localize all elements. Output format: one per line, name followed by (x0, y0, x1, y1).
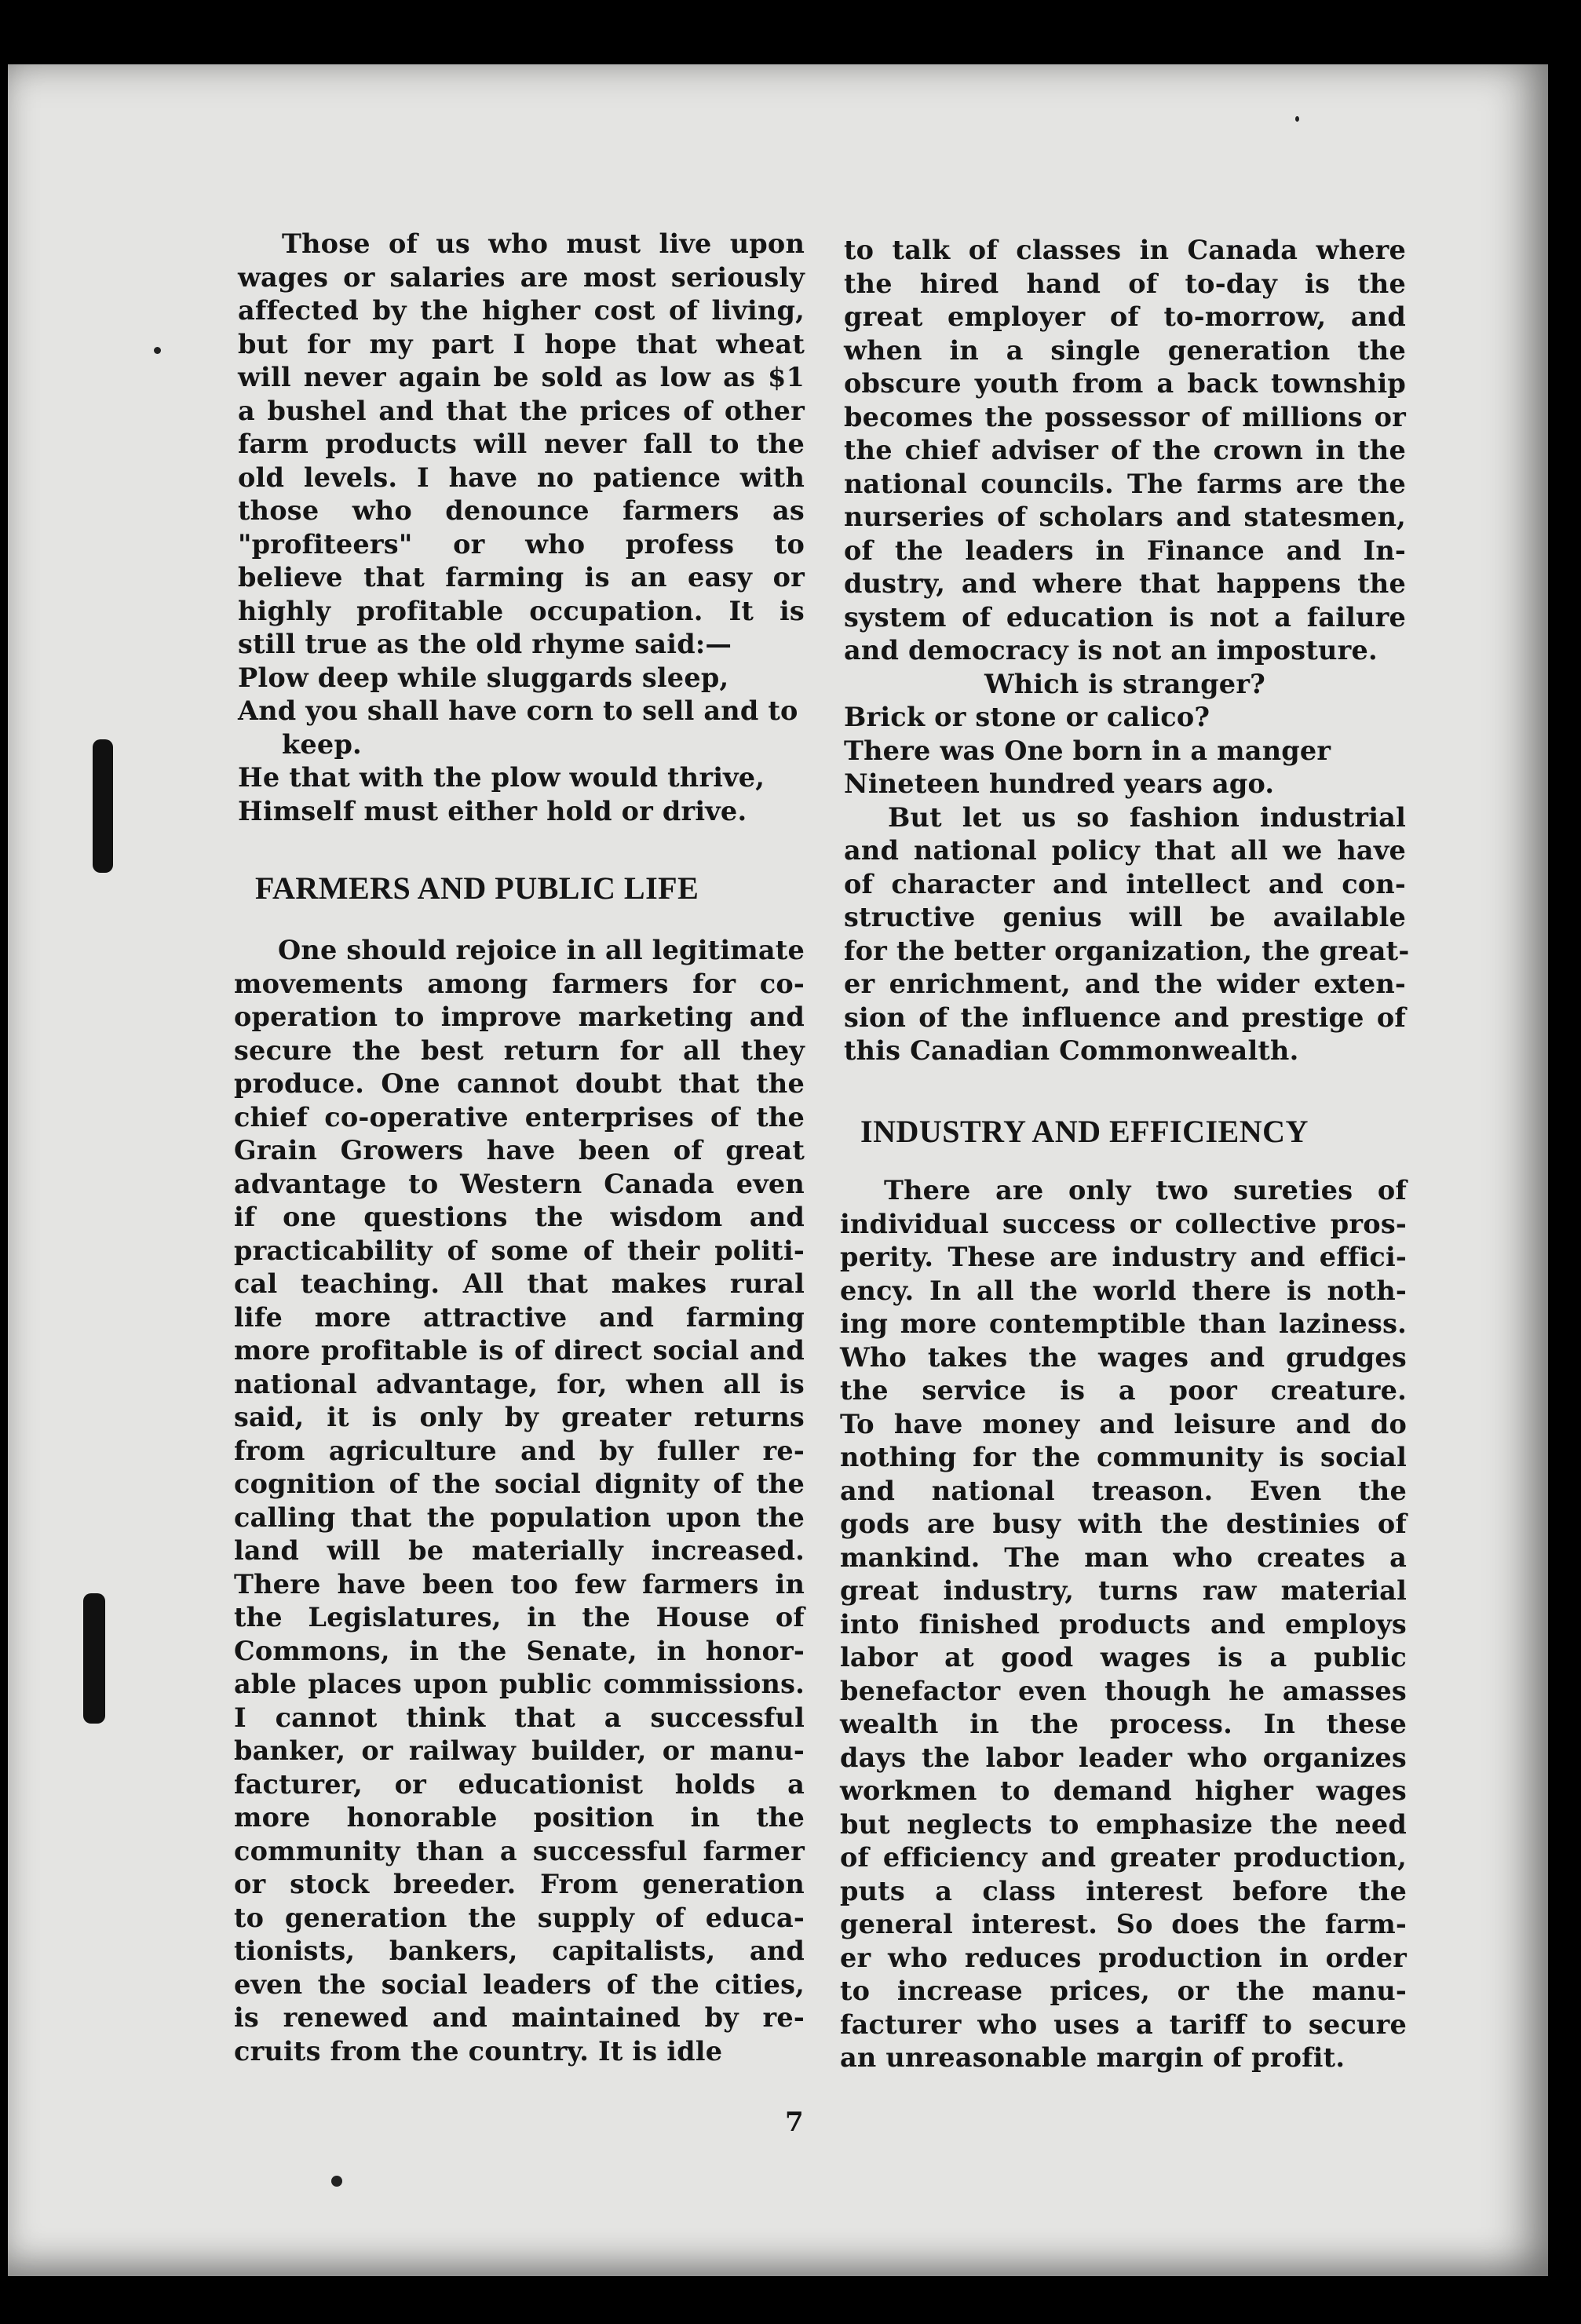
text-line: facturer who uses a tariff to secure (840, 2008, 1407, 2040)
text-line: ency. In all the world there is noth- (840, 1275, 1407, 1306)
text-line: still true as the old rhyme said:— (238, 629, 732, 659)
heading-industry-and-efficiency: INDUSTRY AND EFFICIENCY (860, 1114, 1309, 1149)
text-line: puts a class interest before the (840, 1875, 1407, 1906)
text-line: land will be materially increased. (234, 1535, 805, 1566)
right-column-text-lower (840, 1174, 1407, 2075)
text-line: when in a single generation the (844, 334, 1406, 366)
text-line: er who reduces production in order (840, 1942, 1407, 1973)
text-line: Who takes the wages and grudges (840, 1341, 1407, 1373)
text-line: advantage to Western Canada even (234, 1168, 805, 1199)
text-line: Those of us who must live upon (282, 228, 805, 259)
right-verse (844, 668, 1406, 801)
text-line: tionists, bankers, capitalists, and (234, 1935, 805, 1966)
text-line: secure the best return for all they (234, 1034, 805, 1066)
speck (154, 347, 161, 354)
right-paragraph-industrial-policy (844, 801, 1410, 1068)
text-line: great industry, turns raw material (840, 1575, 1407, 1606)
text-line: labor at good wages is a public (840, 1642, 1407, 1673)
text-line: an unreasonable margin of profit. (840, 2042, 1345, 2073)
text-line: of efficiency and greater production, (840, 1842, 1407, 1873)
text-line: er enrichment, and the wider exten- (844, 969, 1406, 999)
right-paragraph-industry-efficiency (840, 1174, 1407, 2075)
text-line: highly profitable occupation. It is (238, 595, 805, 626)
left-paragraph-cost-of-living (238, 228, 805, 662)
text-line: obscure youth from a back township (844, 368, 1406, 399)
text-line: days the labor leader who organizes (840, 1742, 1407, 1773)
text-line: banker, or railway builder, or manu- (234, 1735, 805, 1766)
right-paragraph-classes (844, 234, 1406, 668)
left-column-text (238, 228, 805, 828)
left-paragraph-farmers-public-life (234, 934, 805, 2068)
text-line: system of education is not a failure (844, 601, 1406, 633)
text-line: cal teaching. All that makes rural (234, 1268, 805, 1299)
text-line: Himself must either hold or drive. (238, 795, 747, 826)
text-line: But let us so fashion industrial (888, 801, 1406, 833)
text-line: gods are busy with the destinies of (840, 1509, 1407, 1539)
text-line: into finished products and employs (840, 1608, 1407, 1640)
text-line: more honorable position in the (234, 1802, 805, 1833)
text-line: Grain Growers have been of great (234, 1135, 805, 1166)
text-line: of character and intellect and con- (844, 868, 1406, 899)
text-line: Brick or stone or calico? (844, 702, 1210, 732)
text-line: operation to improve marketing and (234, 1001, 805, 1032)
text-line: the Legislatures, in the House of (234, 1602, 805, 1633)
text-line: affected by the higher cost of living, (238, 295, 805, 326)
text-line: There have been too few farmers in (234, 1568, 805, 1600)
text-line: cognition of the social dignity of the (234, 1468, 805, 1499)
text-line: movements among farmers for co- (234, 968, 805, 999)
text-line: the service is a poor creature. (840, 1375, 1407, 1406)
text-line: And you shall have corn to sell and to (238, 695, 798, 726)
text-line: benefactor even though he amasses (840, 1675, 1407, 1706)
text-line: and national policy that all we have (844, 835, 1406, 866)
text-line: will never again be sold as low as $1 (238, 362, 805, 392)
text-line: There was One born in a manger (844, 735, 1331, 766)
text-line: a bushel and that the prices of other (238, 395, 805, 426)
page-number: 7 (785, 2107, 804, 2138)
text-line: for the better organization, the great- (844, 935, 1410, 966)
text-line: I cannot think that a successful (234, 1702, 805, 1733)
text-line: wages or salaries are most seriously (238, 261, 805, 293)
text-line: Nineteen hundred years ago. (844, 768, 1275, 799)
text-line: to increase prices, or the manu- (840, 1976, 1407, 2006)
text-line: One should rejoice in all legitimate (278, 935, 805, 965)
text-line: national councils. The farms are the (844, 468, 1406, 499)
right-column-text (844, 234, 1410, 1068)
text-line: life more attractive and farming (234, 1301, 805, 1333)
binding-mark-bottom (83, 1593, 105, 1724)
text-line: facturer, or educationist holds a (234, 1768, 805, 1800)
text-line: ing more contemptible than laziness. (840, 1308, 1407, 1339)
text-line: to talk of classes in Canada where (844, 235, 1406, 265)
text-line: said, it is only by greater returns (234, 1402, 805, 1432)
text-line: produce. One cannot doubt that the (234, 1068, 805, 1099)
text-line: nothing for the community is social (840, 1442, 1407, 1472)
text-line: chief co-operative enterprises of the (234, 1101, 805, 1133)
text-line: community than a successful farmer (234, 1835, 805, 1866)
binding-mark-top (93, 739, 113, 873)
text-line: the hired hand of to-day is the (844, 268, 1406, 299)
text-line: more profitable is of direct social and (234, 1335, 805, 1366)
text-line: even the social leaders of the cities, (234, 1968, 805, 2000)
speck (1295, 116, 1299, 122)
text-line: and democracy is not an imposture. (844, 635, 1378, 666)
text-line: wealth in the process. In these (840, 1709, 1407, 1739)
text-line: if one questions the wisdom and (234, 1202, 805, 1232)
text-line: keep. (282, 728, 362, 760)
text-line: the chief adviser of the crown in the (844, 435, 1406, 465)
text-line: dustry, and where that happens the (844, 568, 1406, 599)
text-line: Plow deep while sluggards sleep, (238, 662, 729, 693)
text-line: becomes the possessor of millions or (844, 401, 1406, 432)
text-line: Commons, in the Senate, in honor- (234, 1635, 805, 1666)
text-line: this Canadian Commonwealth. (844, 1035, 1299, 1066)
text-line: great employer of to-morrow, and (844, 301, 1406, 332)
text-line: is renewed and maintained by re- (234, 2002, 805, 2033)
heading-farmers-and-public-life: FARMERS AND PUBLIC LIFE (255, 870, 699, 906)
text-line: mankind. The man who creates a (840, 1541, 1407, 1573)
text-line: from agriculture and by fuller re- (234, 1435, 805, 1466)
text-line: calling that the population upon the (234, 1501, 805, 1533)
text-line: farm products will never fall to the (238, 429, 805, 459)
text-line: He that with the plow would thrive, (238, 762, 765, 793)
text-line: "profiteers" or who profess to (238, 528, 805, 560)
text-line: and national treason. Even the (840, 1475, 1407, 1506)
text-line: old levels. I have no patience with (238, 462, 805, 493)
text-line: those who denounce farmers as (238, 495, 805, 526)
text-line: of the leaders in Finance and In- (844, 534, 1406, 566)
text-line: sion of the influence and prestige of (844, 1001, 1406, 1033)
text-line: Which is stranger? (984, 668, 1266, 699)
text-line: believe that farming is an easy or (238, 562, 805, 593)
text-line: able places upon public commissions. (234, 1669, 805, 1699)
text-line: nurseries of scholars and statesmen, (844, 502, 1406, 532)
text-line: individual success or collective pros- (840, 1208, 1407, 1239)
text-line: or stock breeder. From generation (234, 1869, 805, 1899)
text-line: There are only two sureties of (884, 1175, 1407, 1206)
text-line: but neglects to emphasize the need (840, 1808, 1407, 1840)
text-line: perity. These are industry and effici- (840, 1242, 1407, 1272)
text-line: structive genius will be available (844, 902, 1406, 932)
speck (331, 2176, 342, 2187)
text-line: practicability of some of their politi- (234, 1235, 805, 1266)
left-verse (238, 662, 805, 829)
text-line: workmen to demand higher wages (840, 1775, 1407, 1806)
left-column-text-lower (234, 934, 805, 2068)
text-line: general interest. So does the farm- (840, 1909, 1407, 1939)
text-line: but for my part I hope that wheat (238, 328, 805, 359)
text-line: To have money and leisure and do (840, 1408, 1407, 1439)
text-line: cruits from the country. It is idle (234, 2035, 723, 2067)
text-line: to generation the supply of educa- (234, 1902, 805, 1933)
text-line: national advantage, for, when all is (234, 1368, 805, 1399)
